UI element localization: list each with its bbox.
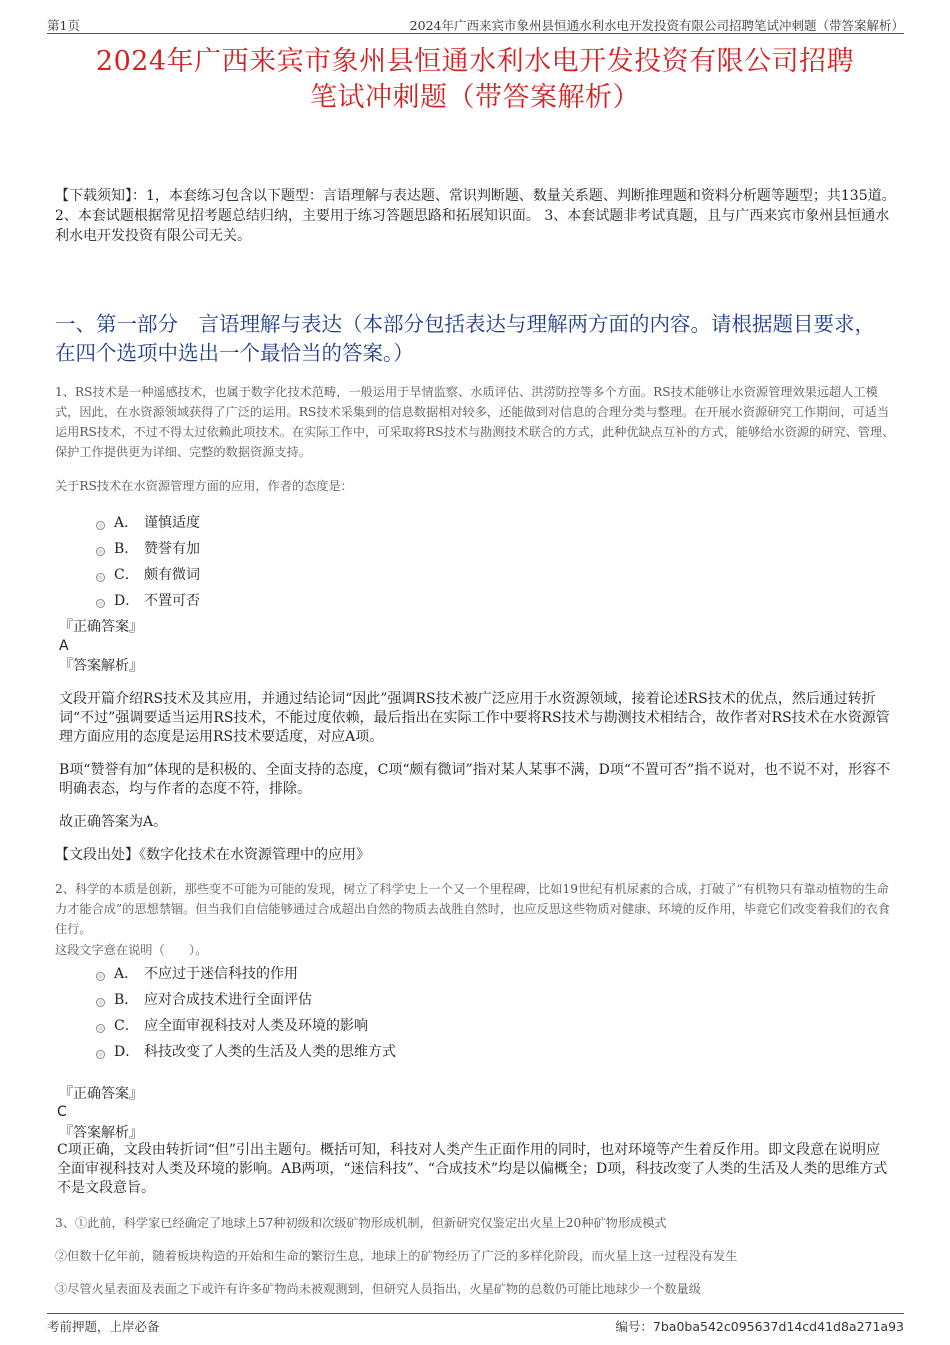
q3-statement-2: ②但数十亿年前，随着板块构造的开始和生命的繁衍生息，地球上的矿物经历了广泛的多样化阶段，而火星上这一过程没有发生 xyxy=(55,1249,738,1263)
q3-statement-1: 3、①此前，科学家已经确定了地球上57种初级和次级矿物形成机制，但新研究仅鉴定出火星上20种矿物形成模式 xyxy=(55,1216,667,1230)
q2-option-b[interactable]: B． 应对合成技术进行全面评估 xyxy=(96,986,396,1012)
radio-icon[interactable] xyxy=(96,998,105,1007)
page-footer xyxy=(47,1313,904,1333)
document-title xyxy=(40,44,910,116)
section-heading: 一、第一部分 言语理解与表达（本部分包括表达与理解两方面的内容。请根据题目要求，在四个选项中选出一个最恰当的答案。） xyxy=(55,312,875,365)
q2-answer-label: 『正确答案』 xyxy=(59,1086,143,1102)
page-header xyxy=(47,14,904,34)
q1-option-a[interactable]: A． 谨慎适度 xyxy=(96,509,200,535)
q1-option-b[interactable]: B． 赞誉有加 xyxy=(96,535,200,561)
q1-answer-label: 『正确答案』 xyxy=(59,619,143,635)
footer-code-value: 7ba0ba542c095637d14cd41d8a271a93 xyxy=(652,1319,904,1334)
q2-answer: C xyxy=(57,1104,67,1120)
footer-code xyxy=(615,1317,904,1335)
q2-option-c[interactable]: C． 应全面审视科技对人类及环境的影响 xyxy=(96,1012,396,1038)
radio-icon[interactable] xyxy=(96,1050,105,1059)
q1-analysis-2: B项“赞誉有加”体现的是积极的、全面支持的态度，C项“颇有微词”指对某人某事不满，D项“不置可否”指不说对，也不说不对，形容不明确表态，均与作者的态度不符，排除。 xyxy=(59,762,891,797)
header-doc-title: 2024年广西来宾市象州县恒通水利水电开发投资有限公司招聘笔试冲刺题（带答案解析） xyxy=(409,18,904,33)
page-number: 第1页 xyxy=(47,18,80,33)
radio-icon[interactable] xyxy=(96,972,105,981)
title-line-2: 笔试冲刺题（带答案解析） xyxy=(310,82,640,113)
footer-code-label: 编号： xyxy=(615,1319,653,1334)
q1-source: 【文段出处】《数字化技术在水资源管理中的应用》 xyxy=(55,847,370,863)
q2-option-d[interactable]: D． 科技改变了人类的生活及人类的思维方式 xyxy=(96,1038,396,1064)
q1-analysis-3: 故正确答案为A。 xyxy=(59,814,168,830)
q2-option-a[interactable]: A． 不应过于迷信科技的作用 xyxy=(96,960,396,986)
radio-icon[interactable] xyxy=(96,521,105,530)
radio-icon[interactable] xyxy=(96,573,105,582)
q1-options xyxy=(96,509,200,613)
title-line-1: 2024年广西来宾市象州县恒通水利水电开发投资有限公司招聘 xyxy=(95,46,855,77)
q2-options xyxy=(96,960,396,1064)
footer-slogan: 考前押题，上岸必备 xyxy=(47,1319,160,1334)
q2-analysis-label: 『答案解析』 xyxy=(59,1125,143,1141)
q2-stem: 2、科学的本质是创新，那些变不可能为可能的发现，树立了科学史上一个又一个里程碑，比如19世纪有机尿素的合成，打破了“有机物只有靠动植物的生命力才能合成”的思想禁锢。但当我们自信能够通过合成超出自然的物质去战胜自然时，也应反思这些物质对健康、环境的反作用，毕竟它们改变着我们的衣食住行。 xyxy=(55,882,890,936)
download-notice: 【下载须知】：1，本套练习包含以下题型：言语理解与表达题、常识判断题、数量关系题、判断推理题和资料分析题等题型；共135道。 2、本套试题根据常见招考题总结归纳，主要用于练习答题思路和拓展知识面。 3、本套试题非考试真题，且与广西来宾市象州县恒通水利水电开发投资有限公司无关。 xyxy=(55,188,896,244)
q3-statement-3: ③尽管火星表面及表面之下或许有许多矿物尚未被观测到，但研究人员指出，火星矿物的总数仍可能比地球少一个数量级 xyxy=(55,1282,701,1296)
radio-icon[interactable] xyxy=(96,1024,105,1033)
q1-analysis-label: 『答案解析』 xyxy=(59,658,143,674)
q1-option-c[interactable]: C． 颇有微词 xyxy=(96,561,200,587)
q1-analysis-1: 文段开篇介绍RS技术及其应用，并通过结论词“因此”强调RS技术被广泛应用于水资源领域，接着论述RS技术的优点，然后通过转折词“不过”强调要适当运用RS技术，不能过度依赖，最后指出在实际工作中要将RS技术与勘测技术相结合，故作者对RS技术在水资源管理方面应用的态度是运用RS技术要适度，对应A项。 xyxy=(59,691,890,745)
q1-option-d[interactable]: D． 不置可否 xyxy=(96,587,200,613)
q1-stem: 1、RS技术是一种遥感技术，也属于数字化技术范畴，一般运用于旱情监察、水质评估、洪涝防控等多个方面。RS技术能够让水资源管理效果远超人工模式，因此，在水资源领域获得了广泛的运用。RS技术采集到的信息数据相对较多，还能做到对信息的合理分类与整理。在开展水资源研究工作期间，可适当运用RS技术，不过不得太过依赖此项技术。在实际工作中，可采取将RS技术与勘测技术联合的方式，此种优缺点互补的方式，能够给水资源的研究、管理、保护工作提供更为详细、完整的数据资源支持。 xyxy=(55,385,895,459)
q1-question: 关于RS技术在水资源管理方面的应用，作者的态度是： xyxy=(55,479,353,493)
q2-analysis-1: C项正确，文段由转折词“但”引出主题句。概括可知，科技对人类产生正面作用的同时，也对环境等产生着反作用。即文段意在说明应全面审视科技对人类及环境的影响。AB两项，“迷信科技”、“合成技术”均是以偏概全；D项，科技改变了人类的生活及人类的思维方式不是文段意旨。 xyxy=(57,1142,888,1196)
radio-icon[interactable] xyxy=(96,547,105,556)
q1-answer: A xyxy=(59,638,69,654)
radio-icon[interactable] xyxy=(96,599,105,608)
q2-question: 这段文字意在说明（ ）。 xyxy=(55,943,208,957)
